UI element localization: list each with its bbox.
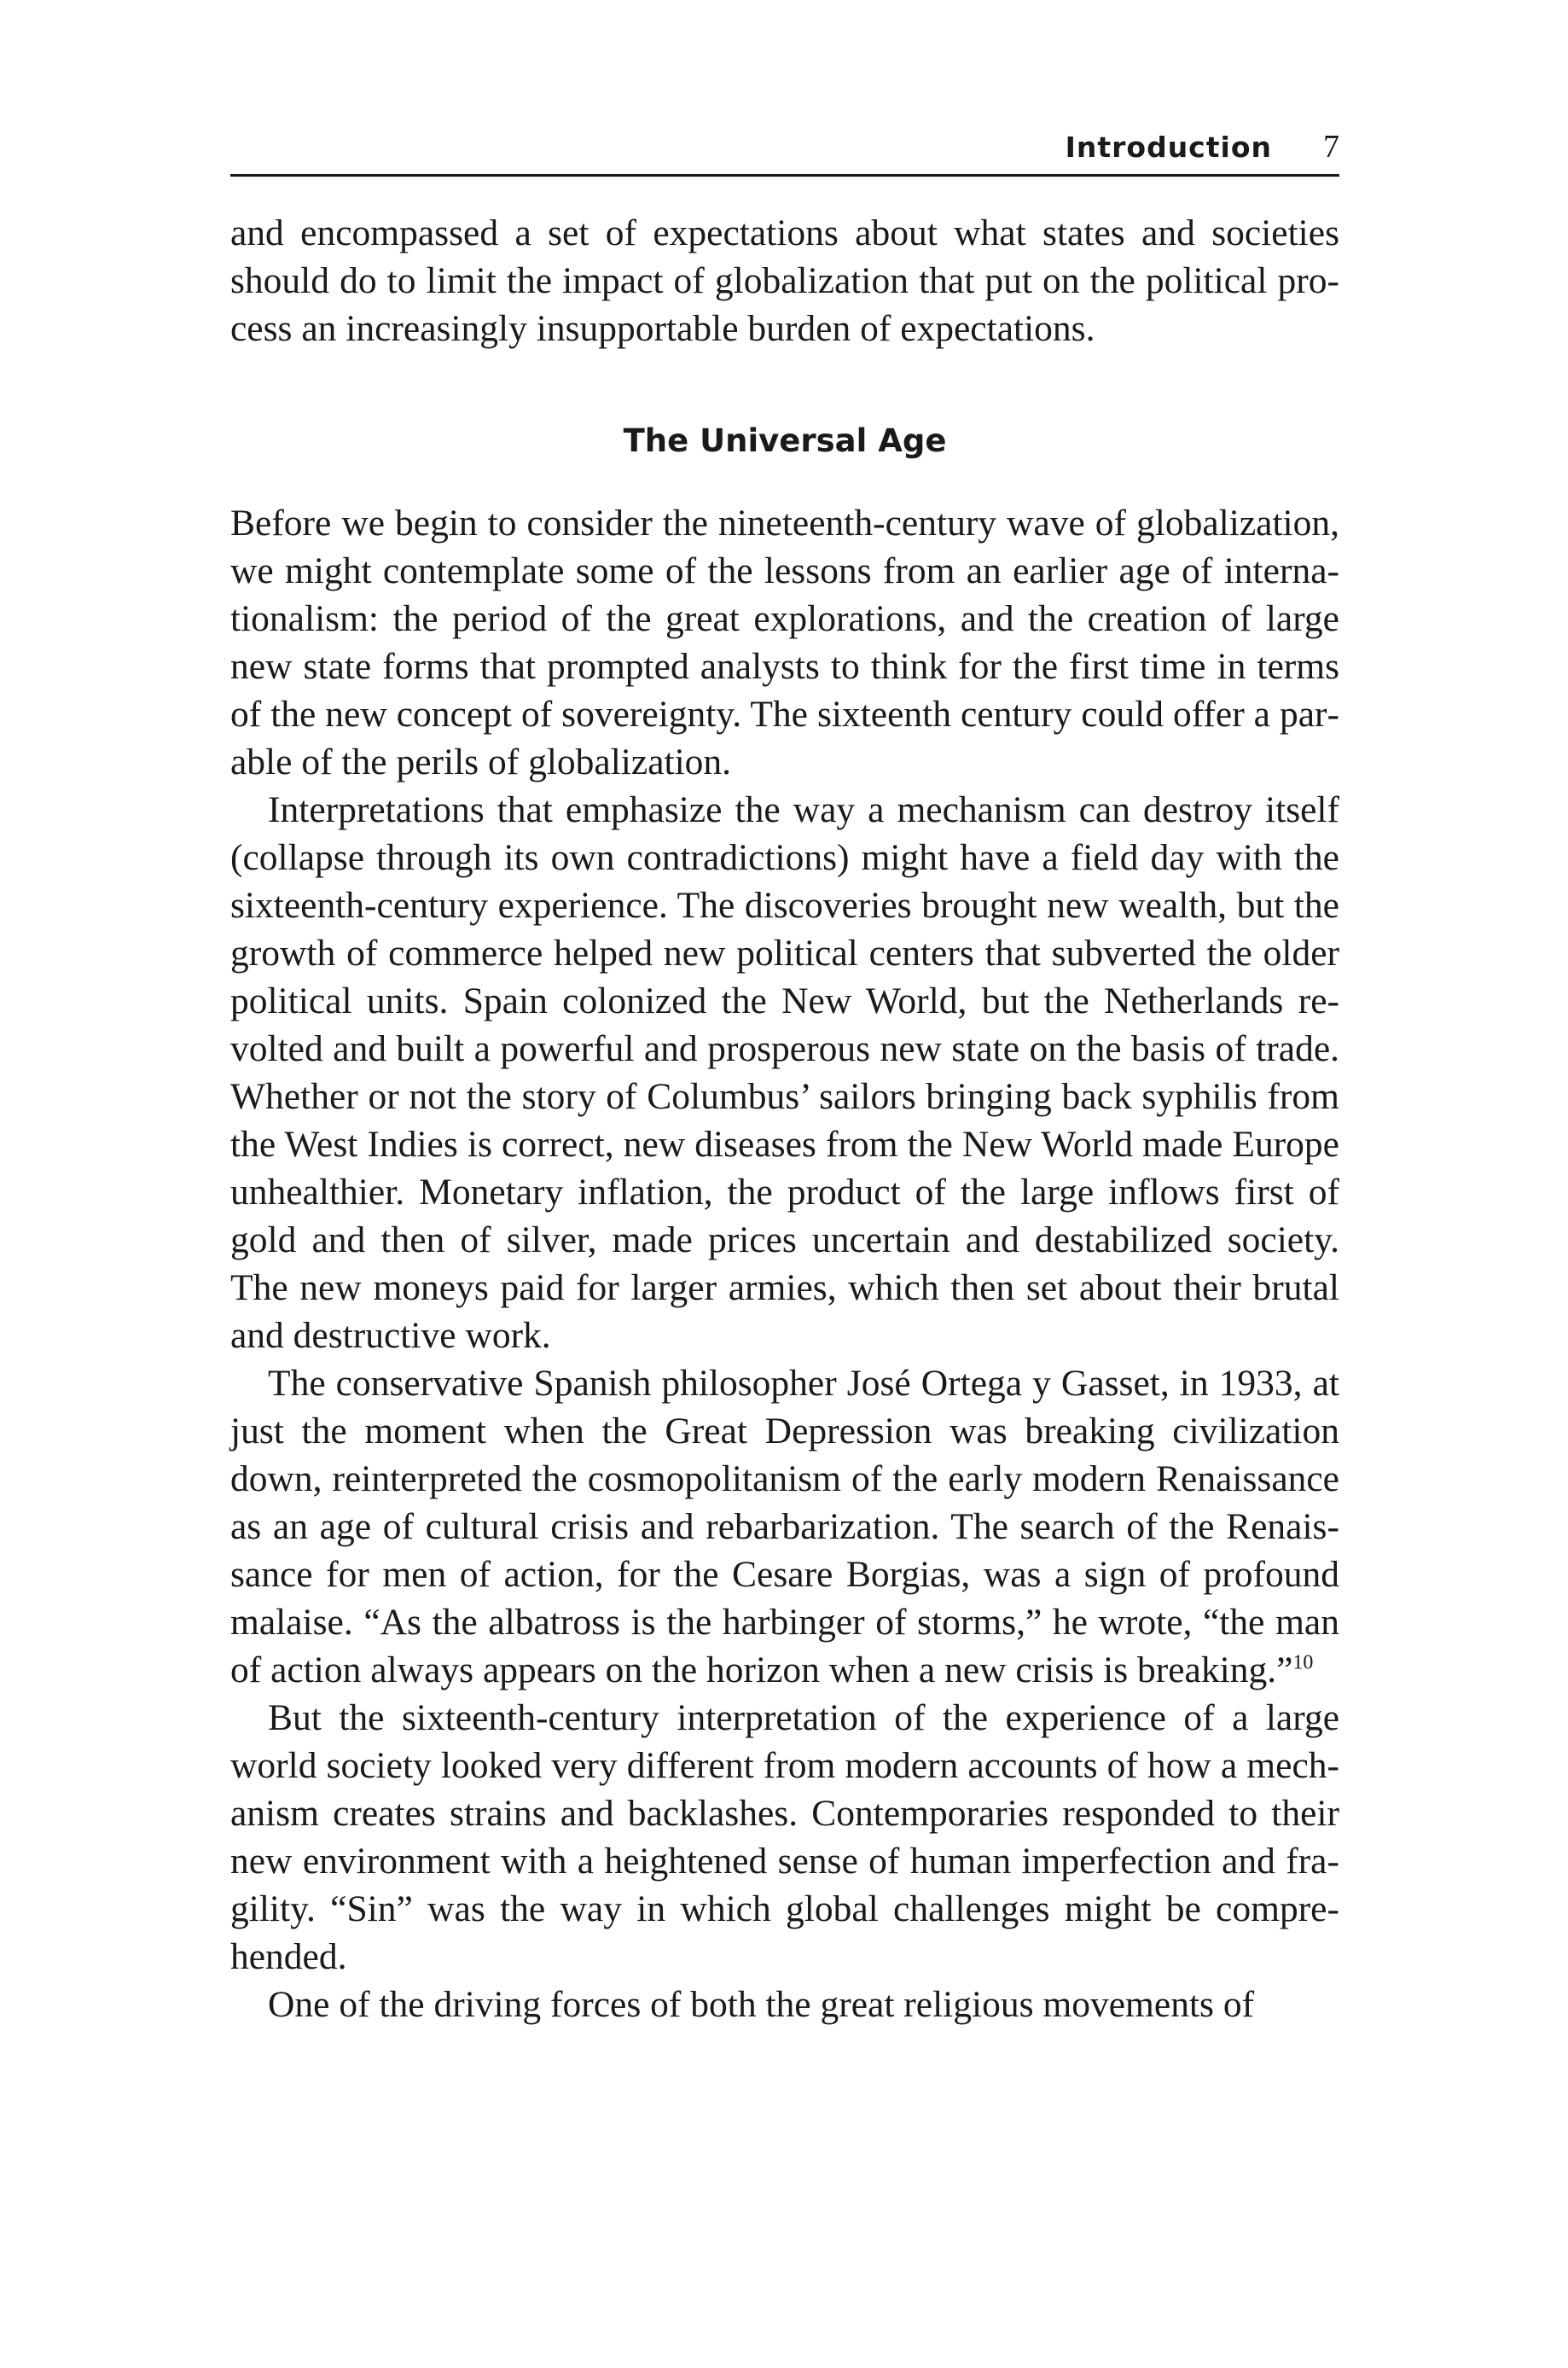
book-page bbox=[230, 128, 1339, 2028]
paragraph-continued: and encompassed a set of expectations about what states and societies should do to limit the impact of globalization that put on the political process an increasingly insupportable burden of expectations. bbox=[230, 212, 1339, 349]
body-text bbox=[230, 209, 1339, 2028]
footnote-reference[interactable]: 10 bbox=[1292, 1651, 1314, 1674]
page-number: 7 bbox=[1323, 129, 1339, 165]
paragraph-1: Before we begin to consider the nineteenth-century wave of globalization, we might contemplate some of the lessons from an earlier age of internationalism: the period of the great explorations, and the creation of large new state forms that prompted analysts to think for the first time in terms of the new concept of sovereignty. The sixteenth century could offer a parable of the perils of globalization. bbox=[230, 503, 1339, 783]
paragraph-3 bbox=[230, 1359, 1339, 1694]
paragraph-4: But the sixteenth-century interpretation of the experience of a large world society looked very different from modern accounts of how a mechanism creates strains and backlashes. Contemporaries responded to their new environment with a heightened sense of human imperfection and fragility. “Sin” was the way in which global challenges might be comprehended. bbox=[230, 1697, 1339, 1977]
running-head bbox=[230, 128, 1339, 177]
paragraph-2: Interpretations that emphasize the way a mechanism can destroy itself (collapse through its own contradictions) might have a field day with the sixteenth-century experience. The discoveries brought new wealth, but the growth of commerce helped new political centers that subverted the older political units. Spain colonized the New World, but the Netherlands revolted and built a powerful and prosperous new state on the basis of trade. Whether or not the story of Columbus’ sailors bringing back syphilis from the West Indies is correct, new diseases from the New World made Europe unhealthier. Monetary inflation, the product of the large inflows first of gold and then of silver, made prices uncertain and destabilized society. The new moneys paid for larger armies, which then set about their brutal and destructive work. bbox=[230, 789, 1339, 1356]
paragraph-3-text: The conservative Spanish philosopher José Ortega y Gasset, in 1933, at just the moment when the Great Depression was breaking civilization down, reinterpreted the cosmopolitanism of the early modern Renaissance as an age of cultural crisis and rebarbarization. The search of the Renaissance for men of action, for the Cesare Borgias, was a sign of profound malaise. “As the albatross is the harbinger of storms,” he wrote, “the man of action always appears on the horizon when a new crisis is breaking.” bbox=[230, 1363, 1339, 1690]
section-heading: The Universal Age bbox=[623, 422, 947, 459]
paragraph-5: One of the driving forces of both the great religious movements of bbox=[268, 1984, 1255, 2025]
running-title: Introduction bbox=[1065, 131, 1272, 164]
